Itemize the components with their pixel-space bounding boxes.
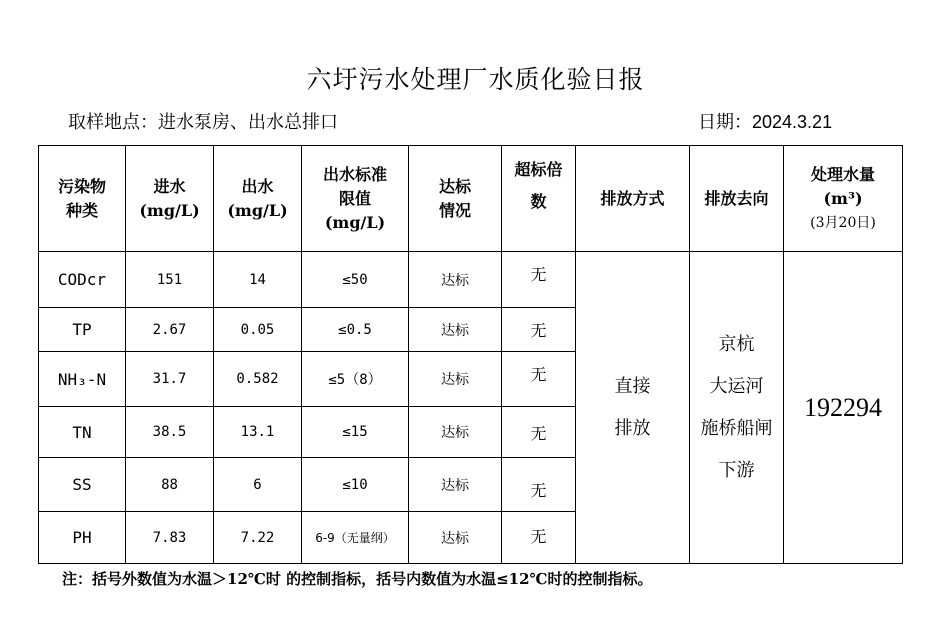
standard-limit: ≤10 [302,458,409,512]
header-standard: 出水标准 限值 (mg/L) [302,146,409,252]
inflow-value: 2.67 [126,308,214,352]
header-exceed-multiple: 超标倍 数 [502,146,576,252]
compliance-status: 达标 [409,407,502,458]
header-volume-unit: (m³) [823,188,863,208]
exceed-multiple: 无 [502,512,576,564]
treated-volume: 192294 [784,252,903,564]
exceed-multiple: 无 [502,252,576,308]
standard-limit: ≤5（8） [302,352,409,407]
standard-limit: ≤15 [302,407,409,458]
pollutant-name: CODcr [39,252,126,308]
standard-limit: ≤50 [302,252,409,308]
header-discharge-method: 排放方式 [576,146,690,252]
outflow-value: 14 [214,252,302,308]
footnote: 注：括号外数值为水温＞12℃时 的控制指标，括号内数值为水温≤12℃时的控制指标。 [62,570,653,588]
standard-limit: ≤0.5 [302,308,409,352]
exceed-multiple: 无 [502,308,576,352]
compliance-status: 达标 [409,458,502,512]
outflow-value: 6 [214,458,302,512]
report-date: 日期：2024.3.21 [698,112,833,132]
header-pollutant: 污染物 种类 [39,146,126,252]
pollutant-name: TP [39,308,126,352]
inflow-value: 151 [126,252,214,308]
header-volume-date: (3月20日) [810,214,876,231]
pollutant-name: PH [39,512,126,564]
outflow-value: 0.05 [214,308,302,352]
header-compliance: 达标 情况 [409,146,502,252]
discharge-method: 直接 排放 [576,252,690,564]
pollutant-name: NH₃-N [39,352,126,407]
inflow-value: 88 [126,458,214,512]
outflow-value: 0.582 [214,352,302,407]
pollutant-name: SS [39,458,126,512]
compliance-status: 达标 [409,308,502,352]
table-row [39,252,903,308]
header-volume [784,146,903,252]
report-title: 六圩污水处理厂水质化验日报 [306,65,645,94]
exceed-multiple: 无 [502,407,576,458]
outflow-value: 7.22 [214,512,302,564]
header-inflow: 进水 (mg/L) [126,146,214,252]
inflow-value: 38.5 [126,407,214,458]
discharge-destination: 京杭 大运河 施桥船闸 下游 [690,252,784,564]
header-discharge-destination: 排放去向 [690,146,784,252]
header-outflow: 出水 (mg/L) [214,146,302,252]
inflow-value: 31.7 [126,352,214,407]
outflow-value: 13.1 [214,407,302,458]
inflow-value: 7.83 [126,512,214,564]
exceed-multiple: 无 [502,458,576,512]
compliance-status: 达标 [409,352,502,407]
compliance-status: 达标 [409,252,502,308]
standard-limit: 6-9（无量纲） [302,512,409,564]
pollutant-name: TN [39,407,126,458]
header-row [39,146,903,252]
exceed-multiple: 无 [502,352,576,407]
water-quality-table [38,145,903,564]
sampling-location: 取样地点：进水泵房、出水总排口 [68,112,338,133]
header-volume-title: 处理水量 [810,164,875,184]
compliance-status: 达标 [409,512,502,564]
